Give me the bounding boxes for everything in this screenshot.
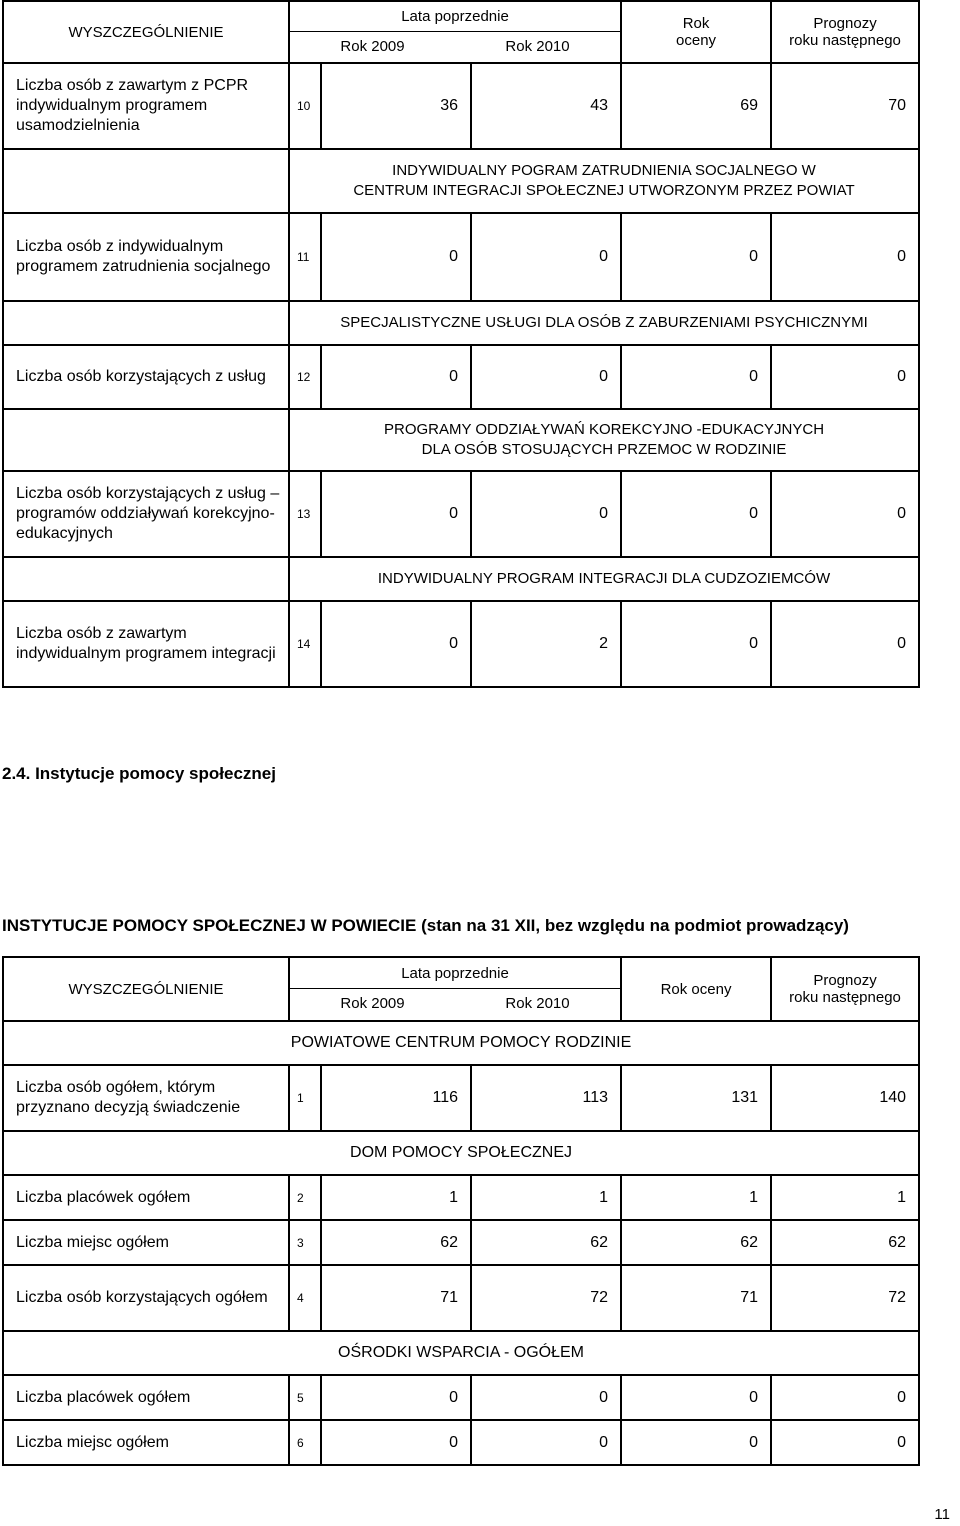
value-prognoza: 0 — [771, 471, 919, 557]
value-2009: 1 — [321, 1175, 471, 1220]
section-title-line2: CENTRUM INTEGRACJI SPOŁECZNEJ UTWORZONYM PRZEZ POWIAT — [353, 182, 855, 199]
value-ocena: 0 — [621, 1420, 771, 1465]
section-row — [3, 557, 919, 601]
table-header-row — [3, 957, 919, 1021]
header-rok-oceny-line1: Rok — [682, 15, 710, 32]
section-title — [289, 149, 919, 213]
row-label: Liczba osób z indywidualnym programem zatrudnienia socjalnego — [3, 213, 289, 301]
section-title: SPECJALISTYCZNE USŁUGI DLA OSÓB Z ZABURZENIAMI PSYCHICZNYMI — [289, 301, 919, 345]
value-prognoza: 0 — [771, 345, 919, 409]
value-prognoza: 0 — [771, 213, 919, 301]
value-2010: 1 — [471, 1175, 621, 1220]
section-row — [3, 1021, 919, 1065]
section-title — [289, 409, 919, 471]
table-row — [3, 1065, 919, 1131]
header-prognozy — [771, 957, 919, 1021]
value-2009: 116 — [321, 1065, 471, 1131]
table-row — [3, 471, 919, 557]
value-prognoza: 62 — [771, 1220, 919, 1265]
value-prognoza: 0 — [771, 601, 919, 687]
value-2010: 0 — [471, 471, 621, 557]
value-ocena: 131 — [621, 1065, 771, 1131]
table-programs — [2, 0, 920, 688]
row-label: Liczba miejsc ogółem — [3, 1420, 289, 1465]
section-heading: 2.4. Instytucje pomocy społecznej — [2, 764, 276, 783]
row-label: Liczba osób z zawartym indywidualnym programem integracji — [3, 601, 289, 687]
table-row — [3, 213, 919, 301]
section-title-line1: PROGRAMY ODDZIAŁYWAŃ KOREKCYJNO -EDUKACYJNYCH — [383, 421, 825, 438]
section-row — [3, 149, 919, 213]
value-prognoza: 70 — [771, 63, 919, 149]
value-2009: 0 — [321, 471, 471, 557]
value-ocena: 0 — [621, 345, 771, 409]
value-prognoza: 0 — [771, 1375, 919, 1420]
value-ocena: 71 — [621, 1265, 771, 1331]
header-lata-label: Lata poprzednie — [290, 959, 620, 989]
value-2009: 62 — [321, 1220, 471, 1265]
value-prognoza: 72 — [771, 1265, 919, 1331]
value-2010: 0 — [471, 345, 621, 409]
table-row — [3, 1175, 919, 1220]
table-row — [3, 1220, 919, 1265]
row-label: Liczba osób ogółem, którym przyznano decyzją świadczenie — [3, 1065, 289, 1131]
value-prognoza: 140 — [771, 1065, 919, 1131]
value-2010: 113 — [471, 1065, 621, 1131]
section-title: POWIATOWE CENTRUM POMOCY RODZINIE — [3, 1021, 919, 1065]
value-2010: 62 — [471, 1220, 621, 1265]
table-title: INSTYTUCJE POMOCY SPOŁECZNEJ W POWIECIE (stan na 31 XII, bez względu na podmiot prowadzący) — [2, 916, 849, 935]
value-ocena: 69 — [621, 63, 771, 149]
header-prognozy-line1: Prognozy — [813, 972, 877, 989]
row-label: Liczba osób korzystających z usług — [3, 345, 289, 409]
header-rok-oceny — [621, 1, 771, 63]
value-ocena: 0 — [621, 1375, 771, 1420]
table-row — [3, 1375, 919, 1420]
row-code: 2 — [289, 1175, 321, 1220]
header-lata-poprzednie — [289, 957, 621, 1021]
header-prognozy-line1: Prognozy — [813, 15, 877, 32]
header-prognozy-line2: roku następnego — [789, 989, 901, 1006]
row-code: 10 — [289, 63, 321, 149]
row-label: Liczba osób korzystających ogółem — [3, 1265, 289, 1331]
section-row — [3, 1331, 919, 1375]
row-code: 12 — [289, 345, 321, 409]
header-rok-2010: Rok 2010 — [505, 995, 570, 1012]
table-row — [3, 601, 919, 687]
header-prognozy-line2: roku następnego — [789, 32, 901, 49]
value-2010: 72 — [471, 1265, 621, 1331]
row-label: Liczba osób korzystających z usług – programów oddziaływań korekcyjno-edukacyjnych — [3, 471, 289, 557]
value-2009: 0 — [321, 1420, 471, 1465]
value-2010: 0 — [471, 1420, 621, 1465]
header-rok-2009: Rok 2009 — [340, 38, 405, 55]
value-2010: 43 — [471, 63, 621, 149]
row-label: Liczba placówek ogółem — [3, 1375, 289, 1420]
section-row — [3, 301, 919, 345]
section-title-line2: DLA OSÓB STOSUJĄCYCH PRZEMOC W RODZINIE — [421, 441, 787, 458]
value-2009: 0 — [321, 345, 471, 409]
row-code: 6 — [289, 1420, 321, 1465]
row-code: 4 — [289, 1265, 321, 1331]
table-header-row — [3, 1, 919, 63]
table-institutions — [2, 956, 920, 1466]
row-code: 1 — [289, 1065, 321, 1131]
value-2009: 0 — [321, 601, 471, 687]
row-label: Liczba miejsc ogółem — [3, 1220, 289, 1265]
header-rok-oceny-line2: oceny — [676, 32, 717, 49]
section-row — [3, 1131, 919, 1175]
value-2010: 2 — [471, 601, 621, 687]
value-2009: 71 — [321, 1265, 471, 1331]
row-code: 14 — [289, 601, 321, 687]
value-ocena: 0 — [621, 213, 771, 301]
section-title: OŚRODKI WSPARCIA - OGÓŁEM — [3, 1331, 919, 1375]
value-2009: 36 — [321, 63, 471, 149]
value-ocena: 0 — [621, 471, 771, 557]
header-rok-2009: Rok 2009 — [340, 995, 405, 1012]
row-label: Liczba placówek ogółem — [3, 1175, 289, 1220]
value-2010: 0 — [471, 213, 621, 301]
section-title-line1: INDYWIDUALNY POGRAM ZATRUDNIENIA SOCJALNEGO W — [392, 162, 816, 179]
table-row — [3, 1420, 919, 1465]
value-2009: 0 — [321, 213, 471, 301]
header-lata-poprzednie — [289, 1, 621, 63]
value-prognoza: 0 — [771, 1420, 919, 1465]
table-row — [3, 345, 919, 409]
header-prognozy — [771, 1, 919, 63]
section-title: DOM POMOCY SPOŁECZNEJ — [3, 1131, 919, 1175]
table-row — [3, 63, 919, 149]
header-rok-2010: Rok 2010 — [505, 38, 570, 55]
value-ocena: 0 — [621, 601, 771, 687]
row-code: 13 — [289, 471, 321, 557]
row-code: 5 — [289, 1375, 321, 1420]
header-lata-label: Lata poprzednie — [290, 2, 620, 32]
value-2010: 0 — [471, 1375, 621, 1420]
section-row — [3, 409, 919, 471]
value-2009: 0 — [321, 1375, 471, 1420]
row-code: 3 — [289, 1220, 321, 1265]
row-label: Liczba osób z zawartym z PCPR indywidualnym programem usamodzielnienia — [3, 63, 289, 149]
value-ocena: 62 — [621, 1220, 771, 1265]
header-wyszczegolnienie: WYSZCZEGÓLNIENIE — [3, 1, 289, 63]
table-row — [3, 1265, 919, 1331]
page-number: 11 — [934, 1506, 950, 1523]
value-prognoza: 1 — [771, 1175, 919, 1220]
section-title: INDYWIDUALNY PROGRAM INTEGRACJI DLA CUDZOZIEMCÓW — [289, 557, 919, 601]
value-ocena: 1 — [621, 1175, 771, 1220]
row-code: 11 — [289, 213, 321, 301]
header-rok-oceny: Rok oceny — [621, 957, 771, 1021]
header-wyszczegolnienie: WYSZCZEGÓLNIENIE — [3, 957, 289, 1021]
